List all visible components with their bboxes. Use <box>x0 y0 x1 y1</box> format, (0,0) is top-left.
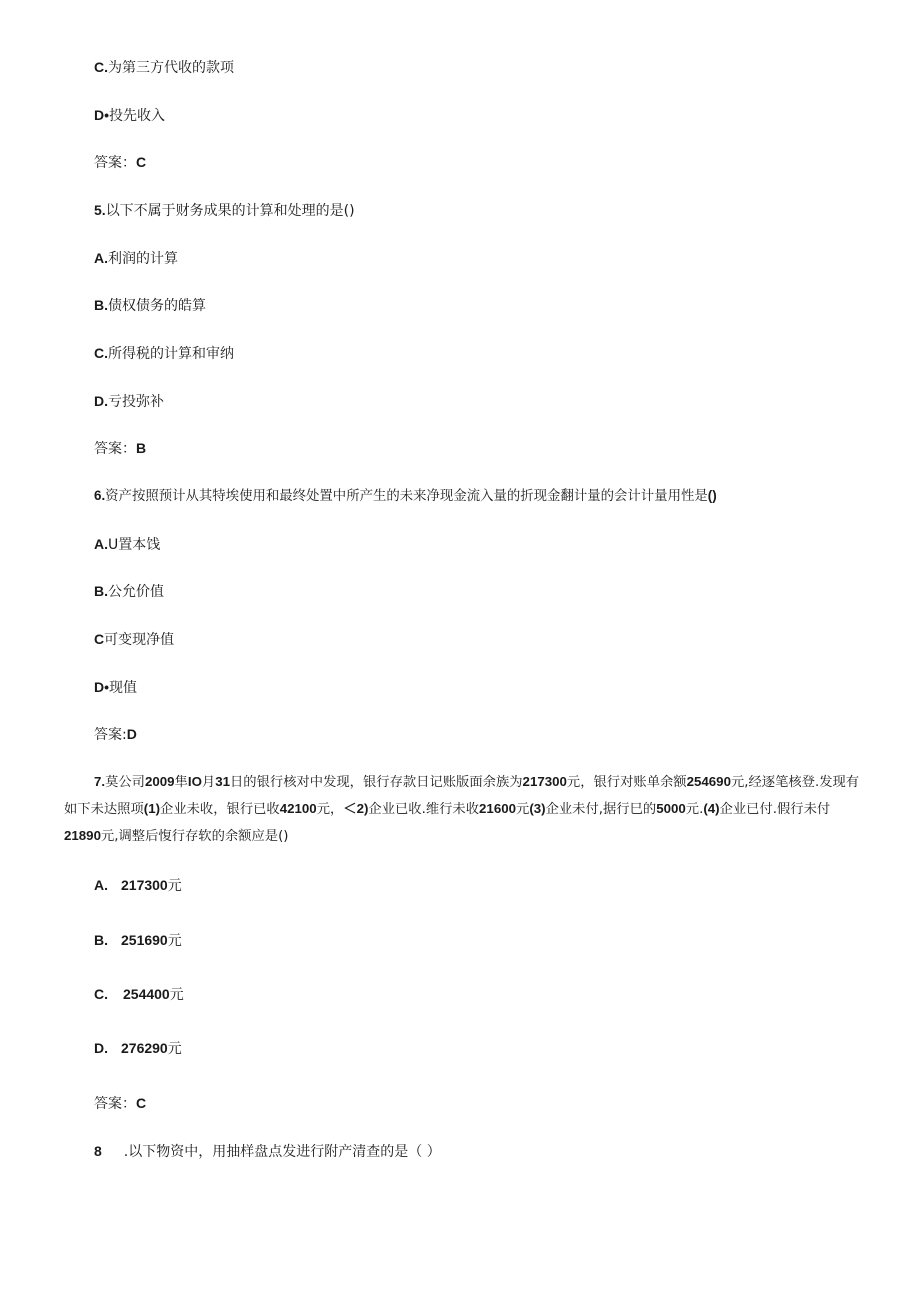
q6-option-d <box>94 677 137 698</box>
q7-option-b-code: B. <box>94 932 108 948</box>
q6-option-c <box>94 629 174 650</box>
q7-text: 企业未收，银行已收 <box>160 802 280 817</box>
q7-figure: ＜2) <box>343 801 369 816</box>
q6-answer <box>94 724 137 745</box>
q7-answer-label: 答案： <box>94 1096 136 1112</box>
q4-option-c <box>94 57 234 78</box>
q6-number: 6. <box>94 488 106 503</box>
q7-option-a-value: 217300 <box>121 877 168 893</box>
q7-text: 隼 <box>174 775 188 790</box>
q7-option-a-code: A. <box>94 877 108 893</box>
q7-option-d <box>94 1038 182 1059</box>
q7-figure: 31 <box>215 774 231 789</box>
q7-text: 企业已付.假行未付 <box>719 802 831 817</box>
q7-figure: 21600 <box>479 801 517 816</box>
q5-option-a-text: 利润的计算 <box>108 251 178 267</box>
q4-option-c-text: 为第三方代收的款项 <box>108 60 234 76</box>
q6-answer-label: 答案: <box>94 727 127 743</box>
q6-option-a-code: A. <box>94 536 108 552</box>
q7-figure: 254690 <box>686 774 731 789</box>
q7-figure: 42100 <box>279 801 317 816</box>
q6-option-a-text: U置本饯 <box>108 537 161 553</box>
q6-option-b <box>94 581 164 602</box>
q6-option-b-text: 公允价值 <box>108 584 164 600</box>
q5-stem-text: 以下不属于财务成果的计算和处理的是() <box>105 203 355 219</box>
q7-option-b <box>94 930 182 951</box>
q5-option-b <box>94 295 206 316</box>
q5-option-c-text: 所得税的计算和审纳 <box>108 346 234 362</box>
q6-stem <box>94 486 717 507</box>
q7-text: 莫公司 <box>105 775 145 790</box>
q6-stem-text: 资产按照预计从其特埃使用和最终处置中所产生的未来净现金流入量的折现金翻计量的会计计量用性是 <box>105 489 708 504</box>
q6-option-b-code: B. <box>94 583 108 599</box>
q4-answer-value: C <box>136 154 147 170</box>
q6-answer-value: D <box>126 726 137 742</box>
q7-option-b-unit: 元 <box>167 933 182 949</box>
q6-option-c-code: C <box>94 631 105 647</box>
q7-text: 企业已收.维行未收 <box>368 802 480 817</box>
q7-figure: 2009 <box>144 774 175 789</box>
q7-option-c-unit: 元 <box>169 987 184 1003</box>
q5-answer-label: 答案： <box>94 441 136 457</box>
q5-option-d-text: 亏投弥补 <box>108 394 164 410</box>
q7-option-c-value: 254400 <box>123 986 170 1002</box>
q7-option-c <box>94 984 184 1005</box>
q4-option-d-code: D• <box>94 107 110 123</box>
q7-stem <box>64 769 864 850</box>
q8-stem <box>94 1141 441 1162</box>
q7-text: 企业未付,据行巳的 <box>545 802 657 817</box>
q7-text: 元,调整后愎行存软的余额应是() <box>100 829 289 844</box>
q7-text: 元 <box>516 802 530 817</box>
q7-option-b-value: 251690 <box>121 932 168 948</box>
q7-option-d-code: D. <box>94 1040 108 1056</box>
q7-text: 元,经逐笔核登.发现有如下未达照项 <box>64 775 860 817</box>
q7-figure: (4) <box>703 801 720 816</box>
q5-option-a <box>94 248 178 269</box>
q7-figure: 21890 <box>64 828 101 843</box>
q4-answer-label: 答案： <box>94 155 136 171</box>
q4-option-d-text: 投先收入 <box>109 108 166 124</box>
q7-figure: IO <box>187 774 202 789</box>
q6-option-c-text: 可变现净值 <box>104 632 175 648</box>
q6-stem-end: () <box>707 488 717 503</box>
q7-option-d-value: 276290 <box>121 1040 168 1056</box>
q5-number: 5. <box>94 202 106 218</box>
q5-answer-value: B <box>136 440 147 456</box>
q7-text: 月 <box>201 775 216 790</box>
q4-option-d <box>94 105 165 126</box>
q7-number: 7. <box>94 774 106 789</box>
q7-text: 元，银行对账单余额 <box>566 775 687 790</box>
q7-option-c-code: C. <box>94 986 108 1002</box>
q7-figure: (1) <box>143 801 161 816</box>
q5-option-c-code: C. <box>94 345 108 361</box>
q7-text: 日的银行核对中发现，银行存款日记账版面余族为 <box>230 775 523 790</box>
q7-answer <box>94 1093 146 1114</box>
q6-option-d-code: D• <box>94 679 110 695</box>
q5-option-a-code: A. <box>94 250 108 266</box>
q7-answer-value: C <box>136 1095 147 1111</box>
q6-option-a <box>94 534 160 555</box>
q7-text: 元， <box>316 802 344 817</box>
q5-option-d <box>94 391 164 412</box>
q7-figure: 217300 <box>522 774 567 789</box>
q8-number: 8 <box>94 1143 102 1159</box>
q5-answer <box>94 438 146 459</box>
q7-figure: 5000 <box>656 801 686 816</box>
q5-option-c <box>94 343 234 364</box>
q8-stem-text: .以下物资中，用抽样盘点发进行附产清查的是（ ） <box>123 1144 441 1160</box>
q5-stem <box>94 200 355 221</box>
q4-answer <box>94 152 146 173</box>
q7-text: 元. <box>685 802 704 817</box>
q7-option-a-unit: 元 <box>167 878 182 894</box>
q6-option-d-text: 现值 <box>109 680 138 696</box>
q4-option-c-code: C. <box>94 59 108 75</box>
q7-option-a <box>94 875 182 896</box>
q5-option-d-code: D. <box>94 393 108 409</box>
q7-option-d-unit: 元 <box>167 1041 182 1057</box>
q7-figure: (3) <box>529 801 546 816</box>
q5-option-b-code: B. <box>94 297 108 313</box>
q5-option-b-text: 债权债务的皓算 <box>108 298 206 314</box>
